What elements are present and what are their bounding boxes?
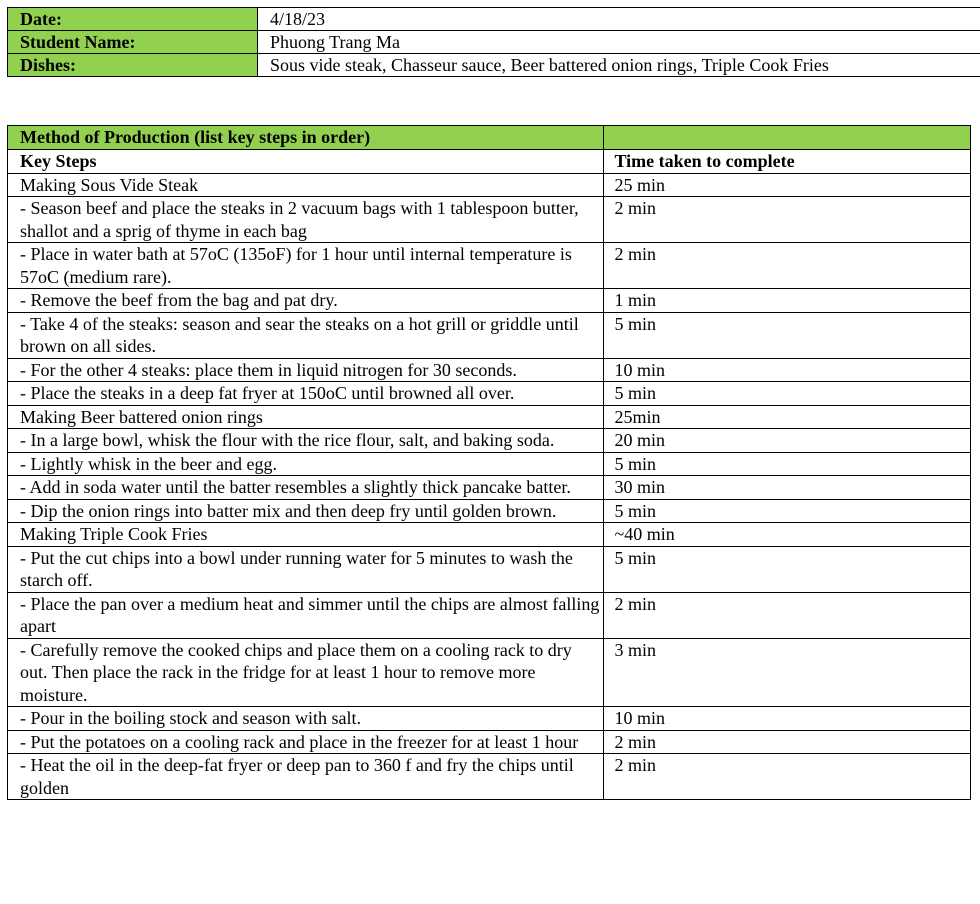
step-time: 5 min	[604, 546, 971, 592]
dishes-label: Dishes:	[8, 54, 258, 77]
step-text: - Place the steaks in a deep fat fryer at 150oC until browned all over.	[8, 382, 604, 406]
step-text: Making Beer battered onion rings	[8, 405, 604, 429]
step-row	[8, 707, 971, 731]
step-row	[8, 173, 971, 197]
student-name-value: Phuong Trang Ma	[258, 31, 980, 54]
step-text: - Place the pan over a medium heat and simmer until the chips are almost falling apart	[8, 592, 604, 638]
step-row	[8, 197, 971, 243]
step-row	[8, 243, 971, 289]
step-row	[8, 523, 971, 547]
step-text: - Put the potatoes on a cooling rack and place in the freezer for at least 1 hour	[8, 730, 604, 754]
step-text: - Place in water bath at 57oC (135oF) for 1 hour until internal temperature is 57oC (medium rare).	[8, 243, 604, 289]
step-time: 5 min	[604, 452, 971, 476]
step-time: 25min	[604, 405, 971, 429]
column-header-row	[8, 150, 971, 174]
step-text: - Lightly whisk in the beer and egg.	[8, 452, 604, 476]
info-row-student	[8, 31, 980, 54]
step-text: - Put the cut chips into a bowl under running water for 5 minutes to wash the starch off.	[8, 546, 604, 592]
step-row	[8, 289, 971, 313]
step-time: 5 min	[604, 312, 971, 358]
step-text: Making Triple Cook Fries	[8, 523, 604, 547]
info-table	[7, 7, 980, 77]
date-label: Date:	[8, 8, 258, 31]
step-time: 25 min	[604, 173, 971, 197]
step-row	[8, 429, 971, 453]
step-time: 2 min	[604, 243, 971, 289]
method-title: Method of Production (list key steps in order)	[8, 126, 604, 150]
step-time: 2 min	[604, 197, 971, 243]
dishes-value: Sous vide steak, Chasseur sauce, Beer battered onion rings, Triple Cook Fries	[258, 54, 980, 77]
step-text: - Remove the beef from the bag and pat dry.	[8, 289, 604, 313]
step-text: - For the other 4 steaks: place them in liquid nitrogen for 30 seconds.	[8, 358, 604, 382]
step-text: - Heat the oil in the deep-fat fryer or deep pan to 360 f and fry the chips until golden	[8, 754, 604, 800]
step-time: 2 min	[604, 754, 971, 800]
step-row	[8, 358, 971, 382]
key-steps-header: Key Steps	[8, 150, 604, 174]
step-time: 5 min	[604, 382, 971, 406]
step-text: - Carefully remove the cooked chips and place them on a cooling rack to dry out. Then place the rack in the fridge for at least 1 hour to remove more moisture.	[8, 638, 604, 707]
step-time: 3 min	[604, 638, 971, 707]
step-row	[8, 546, 971, 592]
step-text: - Take 4 of the steaks: season and sear the steaks on a hot grill or griddle until brown on all sides.	[8, 312, 604, 358]
method-title-blank	[604, 126, 971, 150]
step-row	[8, 638, 971, 707]
step-row	[8, 405, 971, 429]
step-time: 5 min	[604, 499, 971, 523]
step-row	[8, 312, 971, 358]
step-text: - Dip the onion rings into batter mix and then deep fry until golden brown.	[8, 499, 604, 523]
step-text: - Pour in the boiling stock and season with salt.	[8, 707, 604, 731]
step-row	[8, 592, 971, 638]
step-text: - In a large bowl, whisk the flour with the rice flour, salt, and baking soda.	[8, 429, 604, 453]
step-row	[8, 730, 971, 754]
info-row-dishes	[8, 54, 980, 77]
step-time: 2 min	[604, 730, 971, 754]
step-time: 20 min	[604, 429, 971, 453]
method-title-row	[8, 126, 971, 150]
date-value: 4/18/23	[258, 8, 980, 31]
step-row	[8, 499, 971, 523]
time-header: Time taken to complete	[604, 150, 971, 174]
step-time: ~40 min	[604, 523, 971, 547]
step-time: 10 min	[604, 707, 971, 731]
student-name-label: Student Name:	[8, 31, 258, 54]
step-text: - Season beef and place the steaks in 2 vacuum bags with 1 tablespoon butter, shallot and a sprig of thyme in each bag	[8, 197, 604, 243]
step-text: Making Sous Vide Steak	[8, 173, 604, 197]
info-row-date	[8, 8, 980, 31]
step-row	[8, 452, 971, 476]
step-text: - Add in soda water until the batter resembles a slightly thick pancake batter.	[8, 476, 604, 500]
step-time: 2 min	[604, 592, 971, 638]
step-time: 10 min	[604, 358, 971, 382]
step-row	[8, 476, 971, 500]
step-time: 1 min	[604, 289, 971, 313]
step-row	[8, 382, 971, 406]
method-table	[7, 125, 971, 800]
step-row	[8, 754, 971, 800]
step-time: 30 min	[604, 476, 971, 500]
